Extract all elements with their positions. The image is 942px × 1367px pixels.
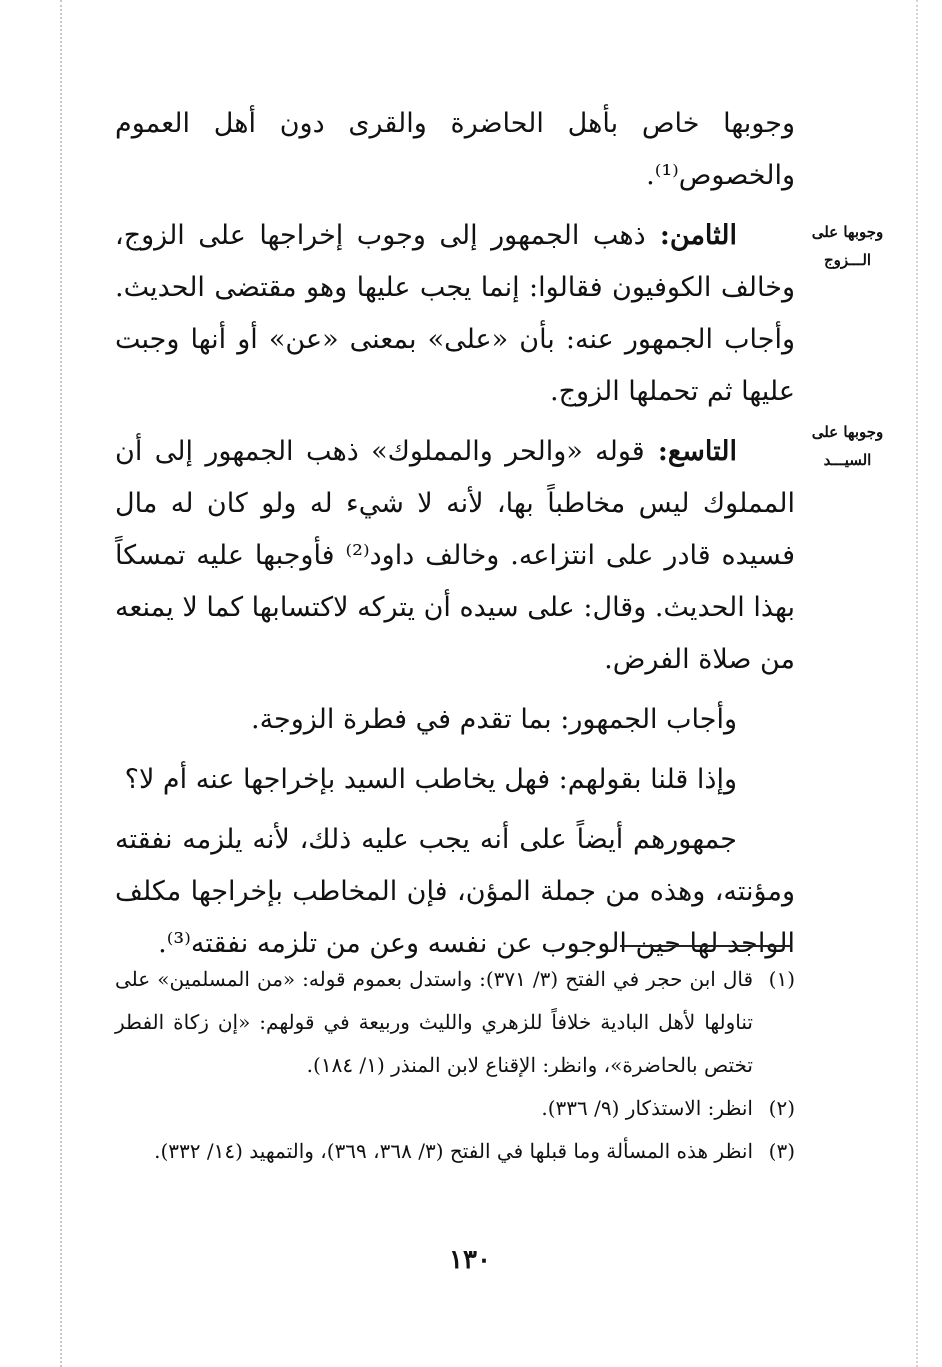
margin-note-husband: وجوبها على الـــزوج bbox=[811, 223, 884, 269]
footnote-text: قال ابن حجر في الفتح (٣/ ٣٧١): واستدل بعموم قوله: «من المسلمين» على تناولها لأهل البادية خلافاً للزهري والليث وربيعة في قولهم: «إن زكاة الفطر تختص بالحاضرة»، وانظر: الإقناع لابن المنذر (١/ ١٨٤). bbox=[115, 967, 754, 1077]
page-number: ١٣٠ bbox=[449, 1245, 491, 1275]
main-text bbox=[115, 98, 795, 978]
paragraph-text: قوله «والحر والمملوك» ذهب الجمهور إلى أن المملوك ليس مخاطباً بها، لأنه لا شيء له ولو كان له مال فسيده قادر على انتزاعه. وخالف داود⁽²⁾ فأوجبها عليه تمسكاً بهذا الحديث. وقال: على سيده أن يتركه لاكتسابها كما لا يمنعه من صلاة الفرض. bbox=[115, 436, 795, 675]
footnote-text: انظر هذه المسألة وما قبلها في الفتح (٣/ ٣٦٨، ٣٦٩)، والتمهيد (١٤/ ٣٣٢). bbox=[154, 1139, 753, 1163]
footnote-number: (١) bbox=[768, 967, 795, 991]
footnote bbox=[115, 1130, 795, 1173]
footnote-number: (٢) bbox=[768, 1096, 795, 1120]
footnote-separator bbox=[620, 945, 792, 947]
scan-edge-left bbox=[60, 0, 62, 1367]
footnote-text: انظر: الاستذكار (٩/ ٣٣٦). bbox=[541, 1096, 753, 1120]
footnote bbox=[115, 958, 795, 1087]
paragraph-text: وجوبها خاص بأهل الحاضرة والقرى دون أهل العموم والخصوص⁽¹⁾. bbox=[115, 108, 795, 191]
footnote-number: (٣) bbox=[768, 1139, 795, 1163]
scan-edge-right bbox=[916, 0, 918, 1367]
paragraph-text: وإذا قلنا بقولهم: فهل يخاطب السيد بإخراجها عنه أم لا؟ bbox=[124, 764, 737, 795]
paragraph bbox=[115, 98, 795, 202]
paragraph-lead: الثامن: bbox=[645, 220, 738, 251]
footnotes bbox=[115, 958, 795, 1173]
margin-note-master: وجوبها على السيـــد bbox=[811, 423, 884, 469]
paragraph-text: ذهب الجمهور إلى وجوب إخراجها على الزوج، وخالف الكوفيون فقالوا: إنما يجب عليها وهو مقتضى الحديث. وأجاب الجمهور عنه: بأن «على» بمعنى «عن» أو أنها وجبت عليها ثم تحملها الزوج. bbox=[115, 220, 795, 407]
paragraph-text: جمهورهم أيضاً على أنه يجب عليه ذلك، لأنه يلزمه نفقته ومؤنته، وهذه من جملة المؤن، فإن المخاطب بإخراجها مكلف الواجد لها حين الوجوب عن نفسه وعن من تلزمه نفقته⁽³⁾. bbox=[115, 824, 795, 959]
paragraph bbox=[115, 754, 795, 806]
paragraph bbox=[115, 426, 795, 686]
paragraph bbox=[115, 210, 795, 418]
paragraph bbox=[115, 694, 795, 746]
footnote bbox=[115, 1087, 795, 1130]
paragraph-text: وأجاب الجمهور: بما تقدم في فطرة الزوجة. bbox=[251, 704, 737, 735]
paragraph-lead: التاسع: bbox=[644, 436, 737, 467]
